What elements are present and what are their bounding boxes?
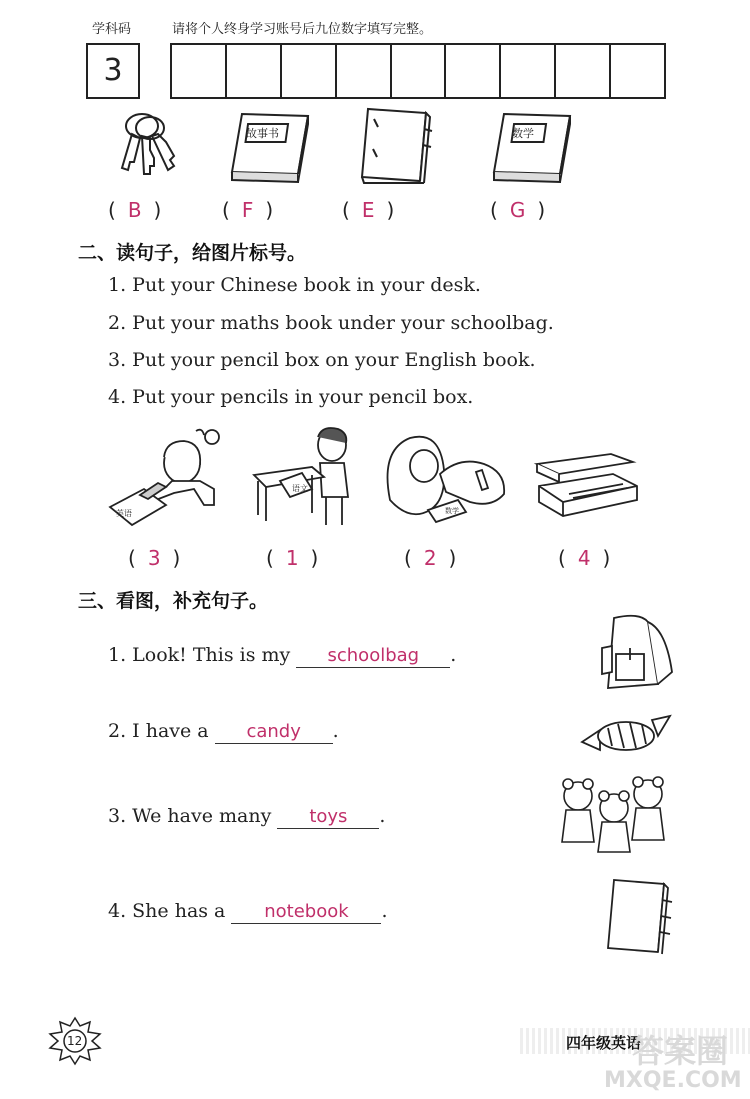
notebook-small-icon xyxy=(602,876,678,956)
account-digit-boxes[interactable] xyxy=(170,43,666,99)
answer-value: E xyxy=(361,198,377,222)
english-book-label: 英语 xyxy=(116,509,132,518)
digit-cell[interactable] xyxy=(335,45,390,97)
storybook-label: 故事书 xyxy=(246,127,279,140)
part3-sentence-3 xyxy=(108,805,385,829)
digit-cell[interactable] xyxy=(499,45,554,97)
sentence-text: 2. I have a xyxy=(108,720,209,742)
answer-value: F xyxy=(241,198,256,222)
sentence-end: . xyxy=(381,900,388,922)
picture-answer-1: ( 3 ) xyxy=(128,546,183,570)
digit-cell[interactable] xyxy=(609,45,664,97)
maths-book-label: 数学 xyxy=(512,127,534,140)
picture-answer-3: ( 2 ) xyxy=(404,546,459,570)
sentence-text: 1. Look! This is my xyxy=(108,644,291,666)
answer-value: 4 xyxy=(577,546,593,570)
answer-value: B xyxy=(127,198,144,222)
notebook-icon xyxy=(348,105,438,185)
subject-code-label: 学科码 xyxy=(92,22,132,37)
part3-sentence-4 xyxy=(108,900,387,924)
sentence-text: 3. We have many xyxy=(108,805,272,827)
answer-item-2: ( F ) xyxy=(222,198,276,222)
storybook-icon xyxy=(222,110,312,185)
part2-sentence-1: 1. Put your Chinese book in your desk. xyxy=(108,274,481,296)
maths-book-small-label: 数学 xyxy=(445,507,459,515)
part3-sentence-1 xyxy=(108,644,456,668)
answer-value: G xyxy=(509,198,528,222)
watermark-bottom: MXQE.COM xyxy=(604,1068,742,1093)
digit-cell[interactable] xyxy=(444,45,499,97)
keys-icon xyxy=(112,110,182,185)
schoolbag-icon xyxy=(596,612,678,690)
part2-sentence-3: 3. Put your pencil box on your English book. xyxy=(108,349,536,371)
part2-sentence-2: 2. Put your maths book under your schoolbag. xyxy=(108,312,554,334)
answer-item-3: ( E ) xyxy=(342,198,397,222)
footer-book-title: 四年级英语 xyxy=(566,1034,642,1052)
watermark-top: 答案圈 xyxy=(632,1032,729,1070)
section-title-2: 二、读句子，给图片标号。 xyxy=(78,242,307,264)
answer-value: 3 xyxy=(147,546,163,570)
digit-cell[interactable] xyxy=(390,45,445,97)
fill-blank-4[interactable]: notebook xyxy=(231,901,381,924)
part3-sentence-2 xyxy=(108,720,339,744)
section-title-3: 三、看图，补充句子。 xyxy=(78,590,269,612)
candy-icon xyxy=(578,712,673,757)
account-instruction: 请将个人终身学习账号后九位数字填写完整。 xyxy=(172,22,433,37)
page-number: 12 xyxy=(67,1034,83,1048)
digit-cell[interactable] xyxy=(172,45,225,97)
boy-desk-icon xyxy=(250,425,365,530)
answer-item-1: ( B ) xyxy=(108,198,164,222)
part2-sentence-4: 4. Put your pencils in your pencil box. xyxy=(108,386,474,408)
sentence-text: 4. She has a xyxy=(108,900,226,922)
sentence-end: . xyxy=(379,805,386,827)
sentence-end: . xyxy=(332,720,339,742)
sentence-end: . xyxy=(450,644,457,666)
answer-item-4: ( G ) xyxy=(490,198,548,222)
fill-blank-2[interactable]: candy xyxy=(215,721,333,744)
answer-value: 2 xyxy=(423,546,439,570)
answer-value: 1 xyxy=(285,546,301,570)
picture-answer-2: ( 1 ) xyxy=(266,546,321,570)
pencil-box-icon xyxy=(533,450,643,525)
digit-cell[interactable] xyxy=(554,45,609,97)
maths-book-icon xyxy=(484,110,574,185)
toy-bears-icon xyxy=(558,774,670,856)
chinese-book-label: 语文 xyxy=(292,484,308,493)
fill-blank-1[interactable]: schoolbag xyxy=(296,645,450,668)
picture-answer-4: ( 4 ) xyxy=(558,546,613,570)
subject-code-box: 3 xyxy=(86,43,140,99)
digit-cell[interactable] xyxy=(225,45,280,97)
digit-cell[interactable] xyxy=(280,45,335,97)
fill-blank-3[interactable]: toys xyxy=(277,806,379,829)
